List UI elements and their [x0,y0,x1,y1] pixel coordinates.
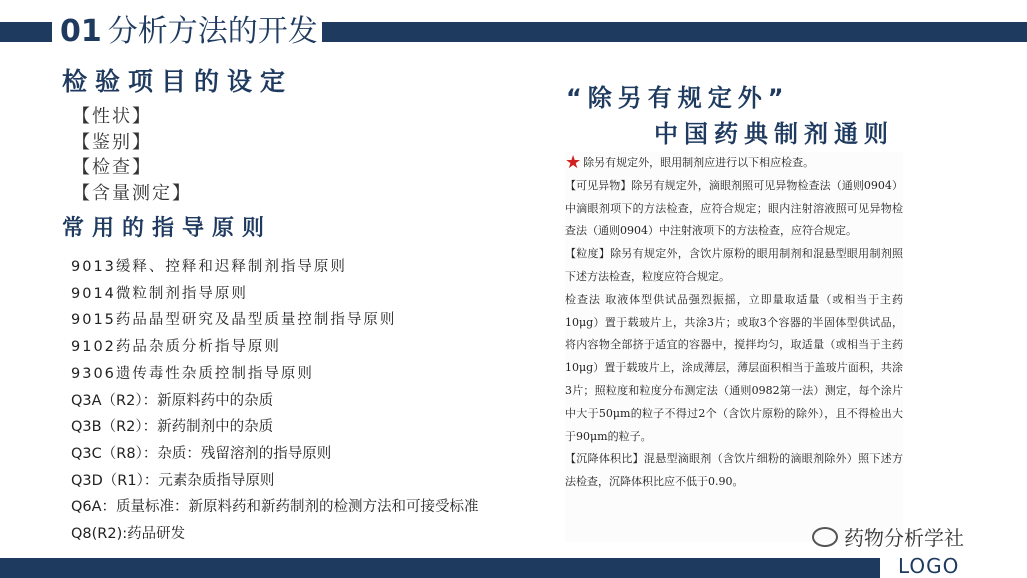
doc-paragraph: 【沉降体积比】混悬型滴眼剂（含饮片细粉的滴眼剂除外）照下述方法检查，沉降体积比应不低于0.90。 [565,452,903,489]
quote-heading: “除另有规定外” [566,84,790,112]
inspection-items-list [72,104,192,206]
list-item: Q6A：质量标准：新原料药和新药制剂的检测方法和可接受标准 [71,499,479,516]
doc-paragraph: 【可见异物】除另有规定外，滴眼剂照可见异物检查法（通则0904）中滴眼剂项下的方法检查，应符合规定；眼内注射溶液照可见异物检查法（通则0904）中注射液项下的方法检查，应符合规定。 [565,178,903,238]
pharmacopoeia-excerpt [565,152,903,542]
list-item: Q3C（R8）：杂质：残留溶剂的指导原则 [71,445,332,462]
doc-paragraph: ★ 除另有规定外，眼用制剂应进行以下相应检查。 [565,152,815,173]
list-item: 9013缓释、控释和迟释制剂指导原则 [71,259,347,275]
pharmacopoeia-title: 中国药典制剂通则 [654,120,894,148]
list-item: 【含量测定】 [72,182,192,204]
list-item: 9102药品杂质分析指导原则 [71,339,281,356]
footer-bar [0,558,880,578]
list-item: Q8(R2):药品研发 [71,526,186,543]
list-item: 【性状】 [72,106,152,127]
list-item: Q3B（R2）：新药制剂中的杂质 [71,419,274,436]
logo: LOGO [898,554,960,578]
guidelines-heading: 常用的指导原则 [62,216,273,241]
doc-paragraph: 【粒度】除另有规定外，含饮片原粉的眼用制剂和混悬型眼用制剂照下述方法检查，粒度应符合规定。 [565,247,903,283]
guidelines-list [71,254,479,548]
star-icon: ★ [565,152,582,173]
section-title: 分析方法的开发 [107,14,318,49]
list-item: 【检查】 [72,157,152,178]
list-item: Q3D（R1）：元素杂质指导原则 [71,472,275,489]
list-item: 【鉴别】 [72,131,152,153]
watermark: 药物分析学社 [812,522,964,551]
list-item: 9014微粒制剂指导原则 [71,285,248,302]
list-item: 9015药品晶型研究及晶型质量控制指导原则 [71,312,397,329]
doc-paragraph: 检查法 取液体型供试品强烈振摇，立即量取适量（或相当于主药10μg）置于载玻片上，共涂3片；或取3个容器的半固体型供试品，将内容物全部挤于适宜的容器中，搅拌均匀，取适量（或相当于主药10μg）置于载玻片上，涂成薄层，薄层面积相当于盖玻片面积，共涂3片；照粒度和粒度分布测定法（通则0982第一法）测定，每个涂片中大于50μm的粒子不得过2个（含饮片原粉的除外），且不得检出大于90μm的粒子。 [565,292,903,443]
wechat-icon [812,527,838,547]
section-number: 01 [60,14,102,49]
list-item: 9306遗传毒性杂质控制指导原则 [71,365,314,382]
header-bar-left [0,22,52,42]
page-title [60,12,318,52]
inspection-items-heading: 检验项目的设定 [62,67,294,96]
header-bar-right [322,22,1027,42]
list-item: Q3A（R2）：新原料药中的杂质 [71,392,274,409]
